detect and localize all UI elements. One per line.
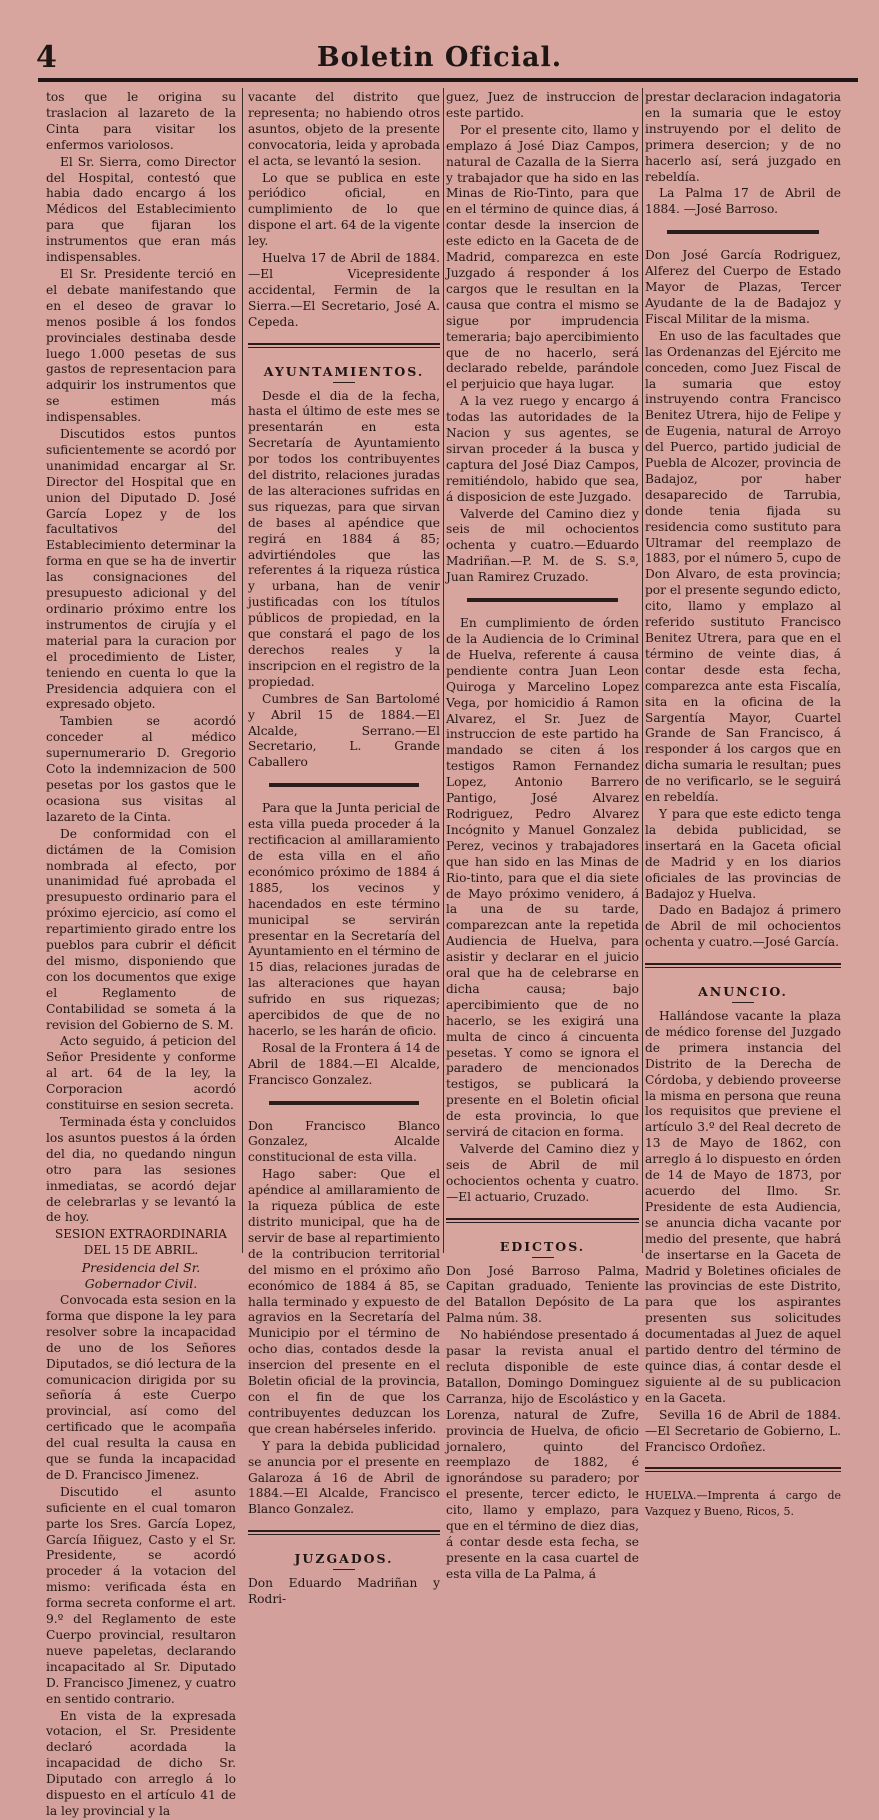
section-heading-juzgados: JUZGADOS. — [294, 1551, 394, 1567]
paragraph: Convocada esta sesion en la forma que dispone la ley para resolver sobre la incapacidad de uno de los Señores Diputados, se dió lectura de la comunicacion dirigida por su señoría á este Cuerpo provincial, así como del certificado que le acompaña del cual resulta la causa en que se funda la incapacidad de D. Francisco Jimenez. — [46, 1292, 236, 1482]
paragraph: Acto seguido, á peticion del Señor Presidente y conforme al art. 64 de la ley, la Corporacion acordó constituirse en sesion secreta. — [46, 1034, 236, 1113]
paragraph: Huelva 17 de Abril de 1884.—El Vicepresidente accidental, Fermin de la Sierra.—El Secretario, José A. Cepeda. — [248, 251, 440, 329]
printer-footer: HUELVA.—Imprenta á cargo de Vazquez y Bueno, Ricos, 5. — [645, 1489, 841, 1519]
paragraph: guez, Juez de instruccion de este partido. — [446, 90, 639, 120]
short-rule — [732, 1002, 754, 1003]
paragraph: No habiéndose presentado á pasar la revista anual el recluta disponible de este Batallon, Domingo Dominguez Carranza, hijo de Escolástico y Lorenza, natural de Zufre, provincia de Huelva, de oficio jornalero, quinto del reemplazo de 1882, é ignorándose su paradero; por el presente, tercer edicto, le cito, llamo y emplazo, para que en el término de diez dias, á contar desde esta fecha, se presente en la casa cuartel de esta villa de La Palma, á — [446, 1328, 639, 1581]
section-heading-edictos: EDICTOS. — [499, 1238, 586, 1254]
paragraph: prestar declaracion indagatoria en la sumaria que le estoy instruyendo por el delito de primera desercion; y de no hacerlo así, será juzgado en rebeldía. — [645, 90, 841, 184]
section-rule — [645, 963, 841, 968]
column-divider — [242, 88, 243, 1253]
section-rule — [645, 1467, 841, 1472]
short-rule — [532, 1257, 554, 1258]
paragraph: Rosal de la Frontera á 14 de Abril de 1884.—El Alcalde, Francisco Gonzalez. — [248, 1040, 440, 1087]
column-2 — [248, 90, 440, 1607]
paragraph: Y para la debida publicidad se anuncia por el presente en Galaroza á 16 de Abril de 1884.—El Alcalde, Francisco Blanco Gonzalez. — [248, 1438, 440, 1517]
paragraph: Desde el dia de la fecha, hasta el último de este mes se presentarán en esta Secretaría de Ayuntamiento por todos los contribuyentes del distrito, relaciones juradas de las alteraciones sufridas en sus riquezas, para que sirvan de bases al apéndice que regirá en 1884 á 85; advirtiéndoles que las referentes á la riqueza rústica y urbana, han de venir justificadas con los títulos públicos de propiedad, en la que constará el pago de los derechos reales y la inscripcion en el registro de la propiedad. — [248, 388, 440, 689]
paragraph: Valverde del Camino diez y seis de Abril de mil ochocientos ochenta y cuatro.—El actuario, Cruzado. — [446, 1142, 639, 1204]
section-rule — [248, 1530, 440, 1535]
separator-rule — [269, 1101, 419, 1105]
paragraph: Terminada ésta y concluidos los asuntos puestos á la órden del dia, no quedando ningun otro para las sesiones inmediatas, se acordó dejar de celebrarlas y se levantó la de hoy. — [46, 1115, 236, 1225]
header-rule — [38, 78, 858, 82]
page-number: 4 — [36, 40, 57, 75]
paragraph: Para que la Junta pericial de esta villa pueda proceder á la rectificacion al amillaramiento de esta villa en el año económico próximo de 1884 á 1885, los vecinos y hacendados en este término municipal se servirán presentar en la Secretaría del Ayuntamiento en el término de 15 dias, relaciones juradas de las alteraciones que hayan sufrido en sus riquezas; apercibidos de que de no hacerlo, se les harán de oficio. — [248, 801, 440, 1038]
short-rule — [333, 382, 355, 383]
paragraph: Don Eduardo Madriñan y Rodri- — [248, 1576, 440, 1607]
paragraph: Discutido el asunto suficiente en el cual tomaron parte los Sres. García Lopez, García Iñiguez, Casto y el Sr. Presidente, se acordó proceder á la votacion del mismo: verificada ésta en forma secreta conforme el art. 9.º del Reglamento de este Cuerpo provincial, resultaron nueve papeletas, declarando incapacitado al Sr. Diputado D. Francisco Jimenez, y cuatro en sentido contrario. — [46, 1484, 236, 1706]
separator-rule — [667, 230, 820, 234]
paragraph: Hago saber: Que el apéndice al amillaramiento de la riqueza pública de este distrito municipal, que ha de servir de base al repartimiento de la contribucion territorial del mismo en el próximo año económico de 1884 á 85, se halla terminado y expuesto de agravios en la Secretaría del Municipio por el término de ocho dias, contados desde la insercion del presente en el Boletin oficial de la provincia, con el fin de que los contribuyentes deduzcan los que crean habérseles inferido. — [248, 1167, 440, 1436]
paragraph: vacante del distrito que representa; no habiendo otros asuntos, objeto de la presente convocatoria, leida y aprobada el acta, se levantó la sesion. — [248, 90, 440, 168]
section-heading-anuncio: ANUNCIO. — [698, 984, 788, 1000]
paragraph: En vista de la expresada votacion, el Sr. Presidente declaró acordada la incapacidad de dicho Sr. Diputado con arreglo á lo dispuesto en el artículo 41 de la ley provincial y la — [46, 1708, 236, 1818]
column-divider — [443, 88, 444, 1253]
paragraph: El Sr. Sierra, como Director del Hospital, contestó que habia dado encargo á los Médicos del Establecimiento para que fijaran los instrumentos que eran más indispensables. — [46, 154, 236, 265]
section-rule — [446, 1218, 639, 1223]
notice-heading: Don José García Rodriguez, Alferez del Cuerpo de Estado Mayor de Plazas, Tercer Ayudante de la de Badajoz y Fiscal Militar de la misma. — [645, 248, 841, 326]
paragraph: A la vez ruego y encargo á todas las autoridades de la Nacion y sus agentes, se sirvan proceder á la busca y captura del José Diaz Campos, remitiéndolo, habido que sea, á disposicion de este Juzgado. — [446, 394, 639, 504]
paragraph: Tambien se acordó conceder al médico supernumerario D. Gregorio Coto la indemnizacion de 500 pesetas por los gastos que le ocasiona sus visitas al lazareto de la Cinta. — [46, 714, 236, 824]
column-divider — [642, 88, 643, 1253]
paragraph: El Sr. Presidente terció en el debate manifestando que en el deseo de gravar lo menos posible á los fondos provinciales destinaba desde luego 1.000 pesetas de sus gastos de representacion para adquirir los instrumentos que se estimen más indispensables. — [46, 266, 236, 425]
separator-rule — [269, 783, 419, 787]
paragraph: Dado en Badajoz á primero de Abril de mil ochocientos ochenta y cuatro.—José García. — [645, 903, 841, 950]
column-1 — [46, 90, 236, 1818]
paragraph: Hallándose vacante la plaza de médico forense del Juzgado de primera instancia del Distrito de la Derecha de Córdoba, y debiendo proveerse la misma en persona que reuna los requisitos que previene el artículo 3.º del Real decreto de 13 de Mayo de 1862, con arreglo á lo dispuesto en órden de 14 de Mayo de 1873, por acuerdo del Ilmo. Sr. Presidente de esta Audiencia, se anuncia dicha vacante por medio del presente, que habrá de insertarse en la Gaceta de Madrid y Boletines oficiales de las provincias de este Distrito, para que los aspirantes presenten sus solicitudes documentadas al Juez de aquel partido dentro del término de quince dias, á contar desde el siguiente al de su publicacion en la Gaceta. — [645, 1009, 841, 1405]
paragraph: De conformidad con el dictámen de la Comision nombrada al efecto, por unanimidad fué aprobada el presupuesto ordinario para el próximo ejercicio, así como el repartimiento girado entre los pueblos para cubrir el déficit del mismo, disponiendo que con los documentos que exige el Reglamento de Contabilidad se someta á la revision del Gobierno de S. M. — [46, 826, 236, 1032]
paragraph: Lo que se publica en este periódico oficial, en cumplimiento de lo que dispone el art. 64 de la vigente ley. — [248, 170, 440, 249]
page-title: Boletin Oficial. — [316, 42, 563, 73]
paragraph: Valverde del Camino diez y seis de mil ochocientos ochenta y cuatro.—Eduardo Madriñan.—P. M. de S. S.ª, Juan Ramirez Cruzado. — [446, 506, 639, 585]
paragraph: tos que le origina su traslacion al lazareto de la Cinta para visitar los enfermos variolosos. — [46, 90, 236, 152]
column-3 — [446, 90, 639, 1581]
section-heading-ayuntamientos: AYUNTAMIENTOS. — [263, 363, 425, 379]
notice-heading: Don Francisco Blanco Gonzalez, Alcalde constitucional de esta villa. — [248, 1118, 440, 1165]
paragraph: Sevilla 16 de Abril de 1884.—El Secretario de Gobierno, L. Francisco Ordoñez. — [645, 1407, 841, 1454]
paragraph: En uso de las facultades que las Ordenanzas del Ejército me conceden, como Juez Fiscal de la sumaria que estoy instruyendo contra Francisco Benitez Utrera, hijo de Felipe y de Eugenia, natural de Arroyo del Puerco, partido judicial de Puebla de Alcozer, provincia de Badajoz, por haber desaparecido de Tarrubia, donde tenia fijada su residencia como sustituto para Ultramar del reemplazo de 1883, por el número 5, cupo de Don Alvaro, de esta provincia; por el presente segundo edicto, cito, llamo y emplazo al referido sustituto Francisco Benitez Utrera, para que en el término de veinte dias, á contar desde esta fecha, comparezca ante esta Fiscalía, sita en la oficina de la Sargentía Mayor, Cuartel Grande de San Francisco, á responder á los cargos que en dicha sumaria le resultan; pues de no verificarlo, se le seguirá en rebeldía. — [645, 328, 841, 805]
paragraph: En cumplimiento de órden de la Audiencia de lo Criminal de Huelva, referente á causa pendiente contra Juan Leon Quiroga y Marcelino Lopez Vega, por homicidio á Ramon Alvarez, el Sr. Juez de instruccion de este partido ha mandado se citen á los testigos Ramon Fernandez Lopez, Antonio Barrero Pantigo, José Alvarez Rodriguez, Pedro Alvarez Incógnito y Manuel Gonzalez Perez, vecinos y trabajadores que han sido en las Minas de Rio-tinto, para que el dia siete de Mayo próximo venidero, á la una de su tarde, comparezcan ante la repetida Audiencia de Huelva, para asistir y declarar en el juicio oral que ha de celebrarse en dicha causa; bajo apercibimiento que de no hacerlo, se les exigirá una multa de cinco á cincuenta pesetas. Y como se ignora el paradero de mencionados testigos, se publicará la presente en el Boletin oficial de esta provincia, lo que servirá de citacion en forma. — [446, 616, 639, 1140]
column-4 — [645, 90, 841, 1519]
section-rule — [248, 343, 440, 348]
separator-rule — [467, 598, 618, 602]
paragraph: Cumbres de San Bartolomé y Abril 15 de 1884.—El Alcalde, Serrano.—El Secretario, L. Grande Caballero — [248, 691, 440, 770]
notice-heading: Don José Barroso Palma, Capitan graduado, Teniente del Batallon Depósito de La Palma núm. 38. — [446, 1263, 639, 1326]
session-heading: SESION EXTRAORDINARIA DEL 15 DE ABRIL. — [55, 1227, 227, 1258]
paragraph: Por el presente cito, llamo y emplazo á José Diaz Campos, natural de Cazalla de la Sierra y trabajador que ha sido en las Minas de Rio-Tinto, para que en el término de quince dias, á contar desde la insercion de este edicto en la Gaceta de de Madrid, comparezca en este Juzgado á responder á los cargos que le resultan en la causa que contra el mismo se sigue por imprudencia temeraria; bajo apercibimiento que de no hacerlo, será declarado rebelde, parándole el perjuicio que haya lugar. — [446, 122, 639, 392]
paragraph: Y para que este edicto tenga la debida publicidad, se insertará en la Gaceta oficial de Madrid y en los diarios oficiales de las provincias de Badajoz y Huelva. — [645, 806, 841, 901]
presidency-subheading: Presidencia del Sr. Gobernador Civil. — [81, 1260, 201, 1292]
paragraph: Discutidos estos puntos suficientemente se acordó por unanimidad encargar al Sr. Director del Hospital que en union del Diputado D. José García Lopez y de los facultativos del Establecimiento determinar la forma en que se ha de invertir las consignaciones del presupuesto adicional y del ordinario próximo entre los instrumentos de cirujía y el material para la curacion por el procedimiento de Lister, teniendo en cuenta lo que la Presidencia adquiera con el expresado objeto. — [46, 427, 236, 712]
short-rule — [333, 1569, 355, 1570]
signature-line: La Palma 17 de Abril de 1884. —José Barroso. — [645, 186, 841, 217]
